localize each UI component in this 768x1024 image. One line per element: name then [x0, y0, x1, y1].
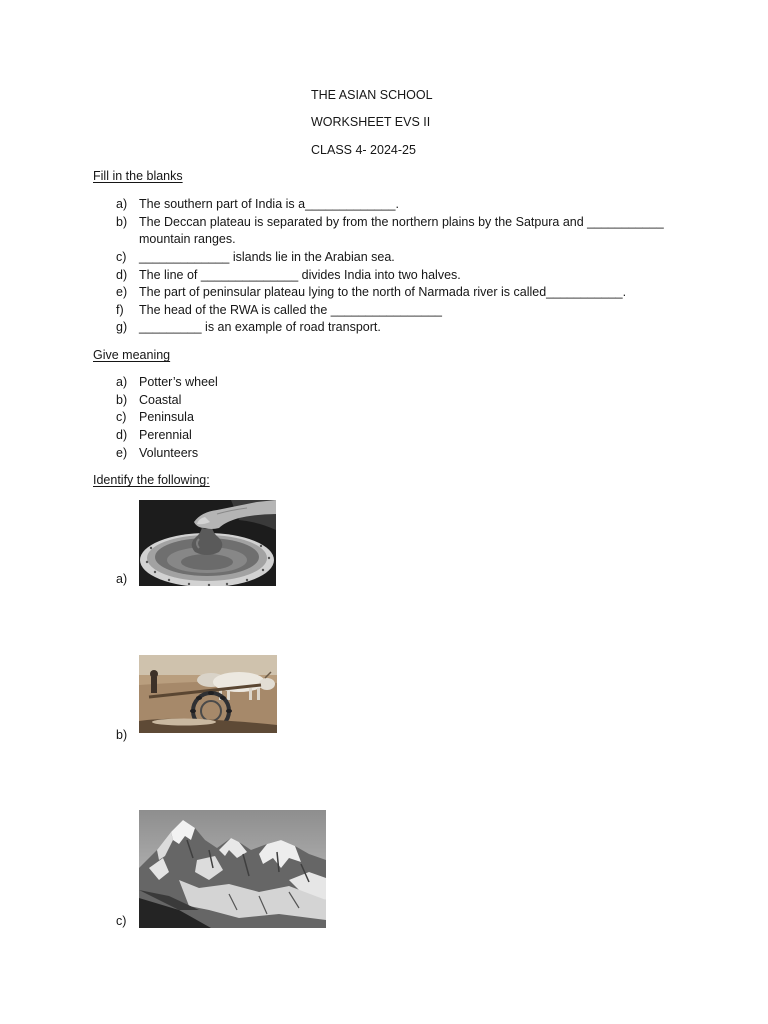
item-text: _____________ islands lie in the Arabian sea. [139, 249, 395, 264]
class-and-session: CLASS 4- 2024-25 [311, 143, 416, 158]
list-item [116, 249, 689, 267]
item-marker: c) [116, 914, 127, 929]
list-item [116, 374, 689, 392]
list-item [116, 427, 689, 445]
worksheet-title: WORKSHEET EVS II [311, 115, 431, 130]
item-text: The head of the RWA is called the ________________ [139, 302, 443, 317]
list-item [116, 409, 689, 427]
item-text: The line of ______________ divides India into two halves. [139, 267, 461, 282]
potters-wheel-image [139, 500, 276, 586]
item-marker: a) [116, 197, 128, 212]
item-marker: g) [116, 320, 128, 335]
item-marker: f) [116, 302, 124, 317]
list-item [116, 302, 689, 320]
persian-wheel-image [139, 655, 277, 733]
item-marker: c) [116, 249, 127, 264]
school-name: THE ASIAN SCHOOL [311, 88, 433, 103]
identify-item [116, 500, 276, 590]
item-text: Coastal [139, 392, 182, 407]
item-marker: a) [116, 572, 128, 587]
list-item [116, 267, 689, 285]
item-text: The part of peninsular plateau lying to the north of Narmada river is called___________. [139, 285, 627, 300]
item-marker: a) [116, 375, 128, 390]
item-marker: d) [116, 427, 128, 442]
identify-item [116, 655, 277, 745]
list-item [116, 392, 689, 410]
item-marker: b) [116, 214, 128, 229]
item-text: Volunteers [139, 445, 199, 460]
give-meaning-heading: Give meaning [93, 348, 171, 363]
fill-in-the-blanks-list [116, 196, 689, 337]
list-item [116, 196, 689, 214]
item-marker: e) [116, 285, 128, 300]
list-item [116, 214, 689, 249]
list-item [116, 319, 689, 337]
item-marker: c) [116, 410, 127, 425]
fill-in-the-blanks-heading: Fill in the blanks [93, 169, 183, 184]
item-marker: d) [116, 267, 128, 282]
item-text: Potter’s wheel [139, 375, 218, 390]
list-item [116, 284, 689, 302]
list-item [116, 445, 689, 463]
identify-item [116, 810, 326, 932]
item-marker: e) [116, 445, 128, 460]
item-text: Peninsula [139, 410, 194, 425]
item-marker: b) [116, 728, 128, 743]
item-marker: b) [116, 392, 128, 407]
item-text: _________ is an example of road transport. [139, 320, 381, 335]
give-meaning-list [116, 374, 689, 462]
identify-heading: Identify the following: [93, 473, 210, 488]
item-text: The southern part of India is a_____________. [139, 197, 399, 212]
item-text: The Deccan plateau is separated by from the northern plains by the Satpura and ___________ mountain ranges. [139, 214, 664, 247]
mountains-image [139, 810, 326, 928]
item-text: Perennial [139, 427, 192, 442]
